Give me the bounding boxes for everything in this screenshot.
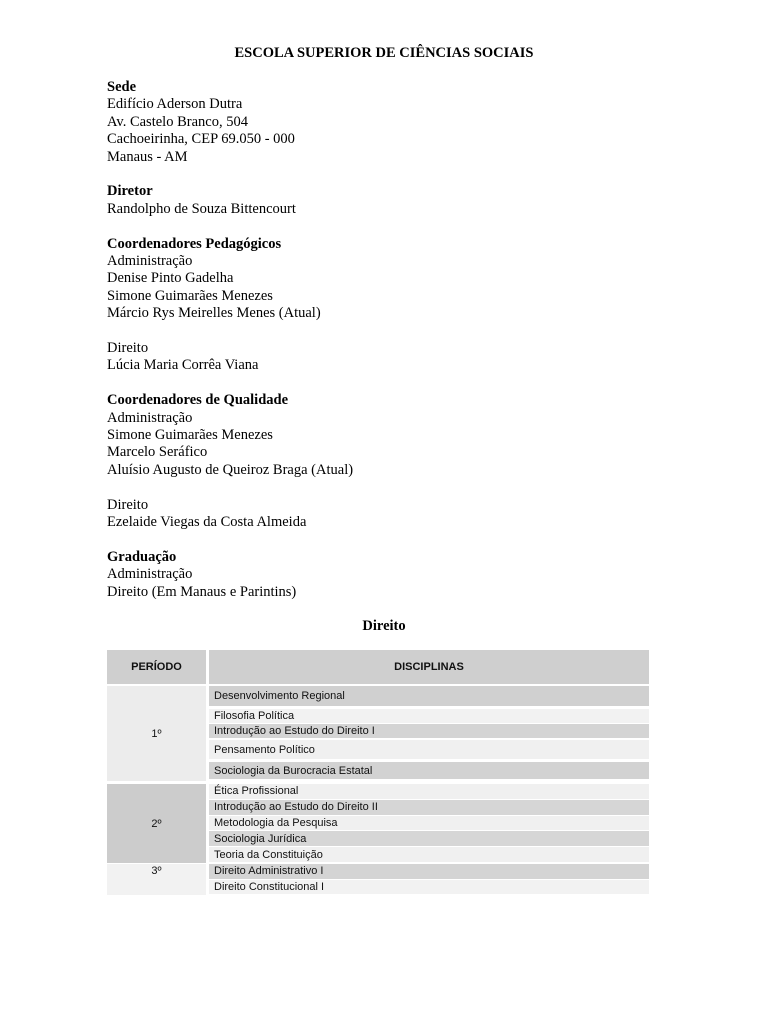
- period-cell: 1º: [107, 686, 206, 781]
- discipline-row: Sociologia Jurídica: [209, 831, 649, 846]
- section-diretor: [107, 183, 667, 218]
- discipline-row: Sociologia da Burocracia Estatal: [209, 762, 649, 779]
- discipline-list: [209, 686, 649, 781]
- text-line: Direito: [107, 496, 149, 513]
- text-line: Administração: [107, 253, 193, 270]
- text-line: Denise Pinto Gadelha: [107, 270, 234, 287]
- text-line: Simone Guimarães Menezes: [107, 287, 273, 304]
- text-line: Administração: [107, 566, 193, 583]
- curriculum-table: [107, 650, 649, 895]
- address-line: Manaus - AM: [107, 148, 188, 165]
- address-line: Cachoeirinha, CEP 69.050 - 000: [107, 131, 295, 148]
- page-title: ESCOLA SUPERIOR DE CIÊNCIAS SOCIAIS: [234, 45, 534, 61]
- section-coordenadores-qualidade: [107, 392, 667, 479]
- section-coordenadores-pedagogicos: [107, 236, 667, 323]
- section-heading: Graduação: [107, 548, 177, 565]
- header-period: PERÍODO: [107, 650, 206, 684]
- discipline-row: Teoria da Constituição: [209, 847, 649, 862]
- text-line: Direito: [107, 340, 149, 357]
- discipline-list: [209, 784, 649, 863]
- discipline-row: Introdução ao Estudo do Direito II: [209, 800, 649, 815]
- period-cell: 2º: [107, 784, 206, 863]
- discipline-row: Metodologia da Pesquisa: [209, 816, 649, 831]
- table-header: [107, 650, 649, 684]
- address-line: Edifício Aderson Dutra: [107, 96, 243, 113]
- period-group-1: [107, 686, 649, 781]
- text-line: Márcio Rys Meirelles Menes (Atual): [107, 305, 321, 322]
- discipline-row: Introdução ao Estudo do Direito I: [209, 724, 649, 738]
- discipline-row: Direito Constitucional I: [209, 880, 649, 895]
- text-line: Randolpho de Souza Bittencourt: [107, 200, 296, 217]
- section-heading: Coordenadores de Qualidade: [107, 392, 289, 409]
- header-disciplines: DISCIPLINAS: [209, 650, 649, 684]
- document-body: [107, 79, 667, 618]
- text-line: Lúcia Maria Corrêa Viana: [107, 357, 259, 374]
- discipline-row: Desenvolvimento Regional: [209, 686, 649, 706]
- text-line: Aluísio Augusto de Queiroz Braga (Atual): [107, 461, 354, 478]
- text-line: Simone Guimarães Menezes: [107, 427, 273, 444]
- address-line: Av. Castelo Branco, 504: [107, 113, 248, 130]
- period-group-3: [107, 864, 649, 895]
- discipline-row: Pensamento Político: [209, 740, 649, 759]
- section-qualidade-direito: [107, 497, 667, 532]
- period-group-2: [107, 784, 649, 863]
- section-heading: Coordenadores Pedagógicos: [107, 235, 282, 252]
- section-graduacao: [107, 549, 667, 601]
- discipline-row: Filosofia Política: [209, 709, 649, 723]
- text-line: Ezelaide Viegas da Costa Almeida: [107, 514, 307, 531]
- section-pedagogico-direito: [107, 340, 667, 375]
- text-line: Marcelo Seráfico: [107, 444, 208, 461]
- discipline-row: Ética Profissional: [209, 784, 649, 799]
- section-heading: Sede: [107, 79, 136, 95]
- section-sede: [107, 79, 667, 166]
- period-cell: 3º: [107, 864, 206, 895]
- discipline-list: [209, 864, 649, 895]
- table-title: Direito: [362, 618, 406, 634]
- section-heading: Diretor: [107, 183, 153, 200]
- discipline-row: Direito Administrativo I: [209, 864, 649, 879]
- text-line: Administração: [107, 409, 193, 426]
- text-line: Direito (Em Manaus e Parintins): [107, 583, 297, 600]
